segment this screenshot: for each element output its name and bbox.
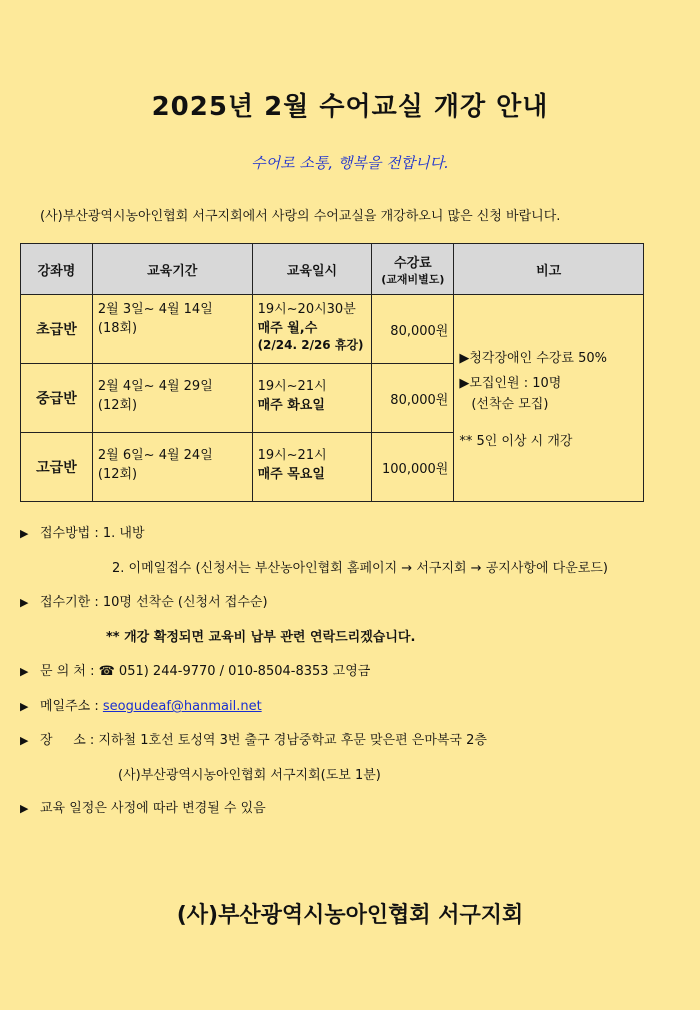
contact-phones: ☎ 051) 244-9770 / 010-8504-8353 고영금 xyxy=(98,664,371,679)
course-period xyxy=(92,295,252,364)
note-discount: ▶청각장애인 수강료 50% xyxy=(459,351,607,366)
bullet-icon: ▶ xyxy=(20,700,29,713)
course-notes xyxy=(454,295,644,502)
page-title: 2025년 2월 수어교실 개강 안내 xyxy=(151,92,549,122)
course-schedule xyxy=(252,433,372,502)
bullet-icon: ▶ xyxy=(20,802,29,815)
period-dates: 2월 3일~ 4월 14일 xyxy=(97,302,213,317)
bullet-icon: ▶ xyxy=(20,596,29,609)
note-capacity: ▶모집인원 : 10명 xyxy=(459,376,562,391)
schedule-day: 매주 화요일 xyxy=(257,398,325,413)
apply-label: 접수방법 : 1. 내방 xyxy=(40,526,145,541)
deadline-text: 접수기한 : 10명 선착순 (신청서 접수순) xyxy=(40,595,268,610)
header-note: 비고 xyxy=(454,244,644,295)
header-fee-sub: (교재비별도) xyxy=(381,272,445,286)
period-count: (12회) xyxy=(97,398,138,413)
header-period: 교육기간 xyxy=(92,244,252,295)
header-fee-label: 수강료 xyxy=(394,255,432,271)
apply-deadline xyxy=(20,591,268,610)
course-name: 초급반 xyxy=(21,295,93,364)
period-count: (12회) xyxy=(97,467,138,482)
payment-notice: ** 개강 확정되면 교육비 납부 관련 연락드리겠습니다. xyxy=(106,630,416,645)
course-table xyxy=(20,243,644,502)
course-fee: 100,000원 xyxy=(372,433,454,502)
place-detail: (사)부산광역시농아인협회 서구지회(도보 1분) xyxy=(118,768,381,783)
table-row xyxy=(21,295,644,364)
place-label: 장 소 : xyxy=(40,733,95,748)
period-count: (18회) xyxy=(97,321,138,336)
apply-method xyxy=(20,522,145,541)
schedule-change-note xyxy=(20,797,266,816)
schedule-time: 19시~21시 xyxy=(257,379,327,394)
intro-text: (사)부산광역시농아인협회 서구지회에서 사랑의 수어교실을 개강하오니 많은 신청 바랍니다. xyxy=(40,209,561,224)
bullet-icon: ▶ xyxy=(20,734,29,747)
course-period xyxy=(92,364,252,433)
note-first-come: (선착순 모집) xyxy=(471,397,549,412)
schedule-extra: (2/24. 2/26 휴강) xyxy=(257,338,364,352)
email-link[interactable]: seogudeaf@hanmail.net xyxy=(102,699,262,714)
course-name: 고급반 xyxy=(21,433,93,502)
course-fee: 80,000원 xyxy=(372,295,454,364)
course-period xyxy=(92,433,252,502)
bullet-icon: ▶ xyxy=(20,527,29,540)
change-text: 교육 일정은 사정에 따라 변경될 수 있음 xyxy=(40,801,266,816)
place-info xyxy=(20,729,487,748)
header-fee xyxy=(372,244,454,295)
course-fee: 80,000원 xyxy=(372,364,454,433)
schedule-day: 매주 목요일 xyxy=(257,467,325,482)
schedule-time: 19시~21시 xyxy=(257,448,327,463)
course-name: 중급반 xyxy=(21,364,93,433)
organization-name: (사)부산광역시농아인협회 서구지회 xyxy=(176,903,524,928)
bullet-icon: ▶ xyxy=(20,665,29,678)
table-header-row xyxy=(21,244,644,295)
note-minimum: ** 5인 이상 시 개강 xyxy=(459,434,573,449)
apply-email-method: 2. 이메일접수 (신청서는 부산농아인협회 홈페이지 → 서구지회 → 공지사항에 다운로드) xyxy=(112,561,608,576)
header-course: 강좌명 xyxy=(21,244,93,295)
place-address: 지하철 1호선 토성역 3번 출구 경남중학교 후문 맞은편 은마복국 2층 xyxy=(98,733,487,748)
email-info xyxy=(20,695,262,714)
email-label: 메일주소 : xyxy=(40,699,99,714)
contact-label: 문 의 처 : xyxy=(40,664,95,679)
schedule-time: 19시~20시30분 xyxy=(257,302,356,317)
period-dates: 2월 4일~ 4월 29일 xyxy=(97,379,213,394)
contact-info xyxy=(20,660,370,679)
course-schedule xyxy=(252,295,372,364)
period-dates: 2월 6일~ 4월 24일 xyxy=(97,448,213,463)
slogan: 수어로 소통, 행복을 전합니다. xyxy=(251,154,449,172)
schedule-day: 매주 월,수 xyxy=(257,321,318,336)
course-schedule xyxy=(252,364,372,433)
header-schedule: 교육일시 xyxy=(252,244,372,295)
